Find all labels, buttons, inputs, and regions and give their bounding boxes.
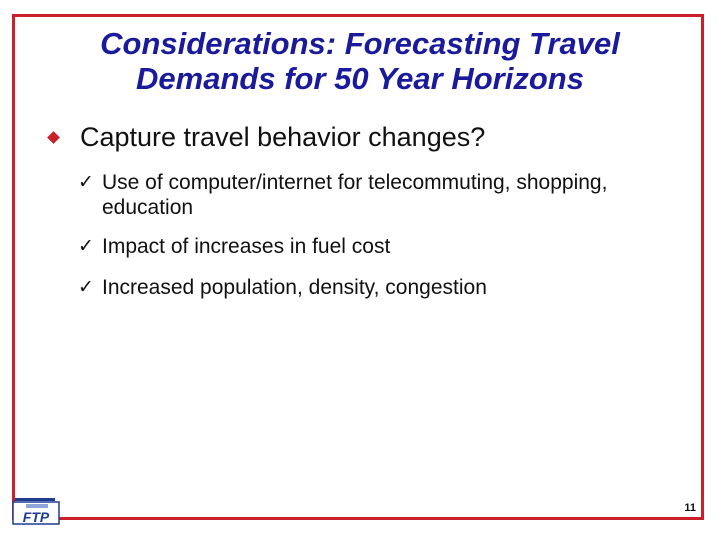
sub-item-text: Impact of increases in fuel cost bbox=[102, 235, 391, 258]
page-number: 11 bbox=[684, 502, 696, 514]
checkmark-icon: ✓ bbox=[78, 277, 94, 298]
checkmark-icon: ✓ bbox=[78, 172, 94, 193]
slide-title bbox=[40, 26, 680, 96]
ftp-logo-icon bbox=[12, 496, 60, 526]
sub-item-3 bbox=[78, 275, 622, 300]
main-bullet-text: Capture travel behavior changes? bbox=[80, 122, 486, 152]
svg-text:FTP: FTP bbox=[22, 509, 50, 525]
sub-item-2 bbox=[78, 234, 622, 259]
sub-item-1 bbox=[78, 170, 622, 220]
diamond-bullet-icon bbox=[47, 131, 60, 144]
main-bullet bbox=[45, 121, 485, 153]
title-line-1: Considerations: Forecasting Travel bbox=[100, 26, 620, 61]
sub-item-text: Use of computer/internet for telecommuting, shopping, education bbox=[102, 171, 608, 219]
checkmark-icon: ✓ bbox=[78, 236, 94, 257]
sub-item-text: Increased population, density, congestion bbox=[102, 276, 487, 299]
title-line-2: Demands for 50 Year Horizons bbox=[136, 61, 584, 96]
